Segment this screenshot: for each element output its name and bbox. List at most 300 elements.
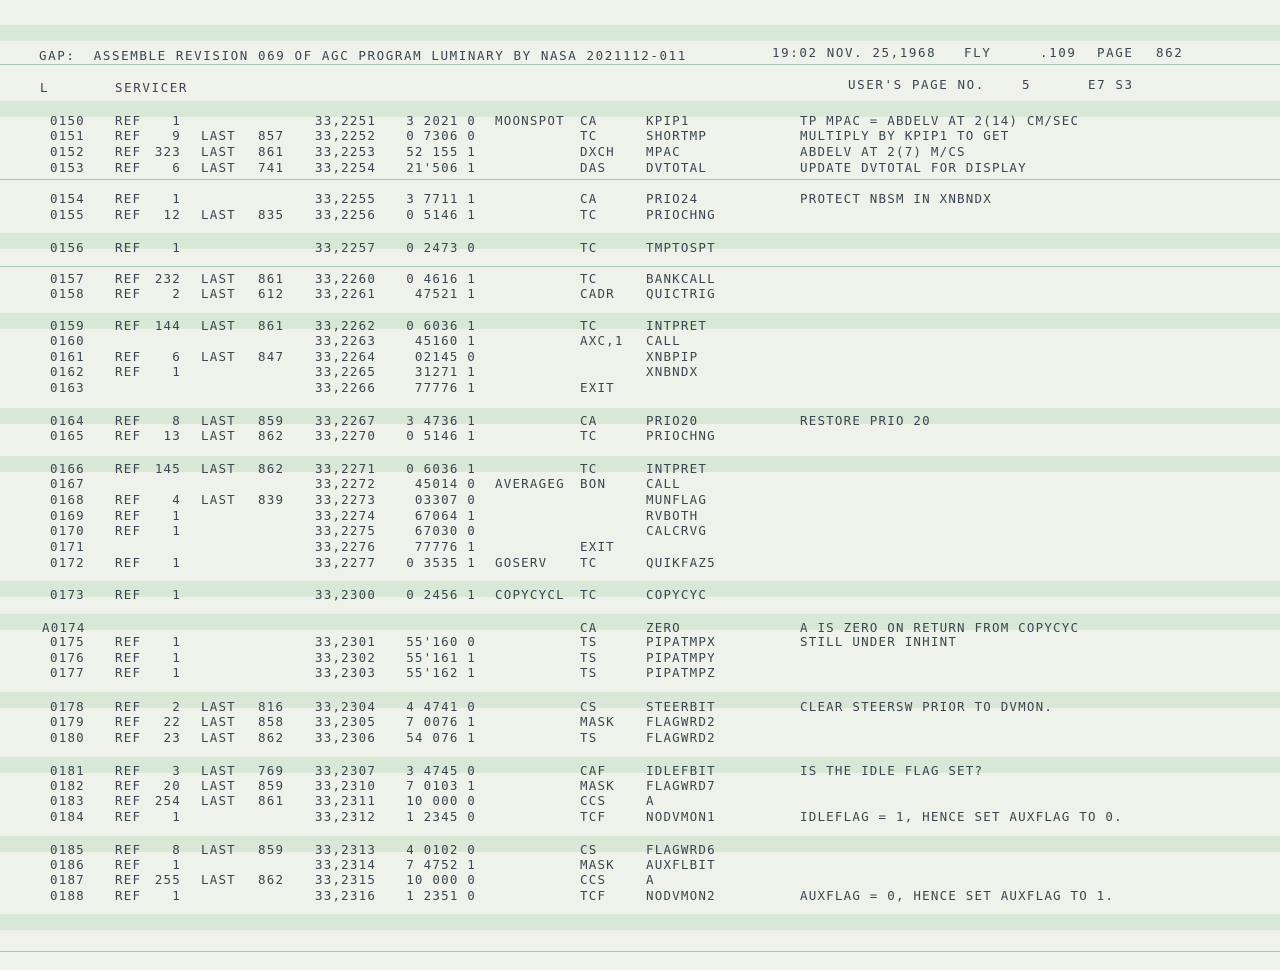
line-number: 0164 xyxy=(50,413,85,428)
address: 33,2312 xyxy=(315,809,377,824)
last-page: 741 xyxy=(258,160,285,175)
last-page: 769 xyxy=(258,763,285,778)
ref-keyword: REF xyxy=(115,271,142,286)
last-page: 862 xyxy=(258,461,285,476)
last-keyword: LAST xyxy=(201,793,236,808)
operand: DVTOTAL xyxy=(646,160,708,175)
address: 33,2262 xyxy=(315,318,377,333)
octal-word: 3 7711 1 xyxy=(406,191,476,206)
octal-word: 7 4752 1 xyxy=(406,857,476,872)
octal-word: 3 4745 0 xyxy=(406,763,476,778)
paper-band xyxy=(0,313,1280,329)
octal-word: 0 3535 1 xyxy=(406,555,476,570)
ref-keyword: REF xyxy=(115,634,142,649)
opcode: CA xyxy=(580,413,598,428)
octal-word: 67064 1 xyxy=(414,508,476,523)
line-number: 0170 xyxy=(50,523,85,538)
operand: SHORTMP xyxy=(646,128,708,143)
octal-word: 4 0102 0 xyxy=(406,842,476,857)
octal-word: 1 2345 0 xyxy=(406,809,476,824)
ref-keyword: REF xyxy=(115,413,142,428)
address: 33,2306 xyxy=(315,730,377,745)
ref-count: 6 xyxy=(172,160,181,175)
paper-band xyxy=(0,836,1280,852)
last-page: 859 xyxy=(258,413,285,428)
last-keyword: LAST xyxy=(201,730,236,745)
line-number: 0156 xyxy=(50,240,85,255)
ref-keyword: REF xyxy=(115,286,142,301)
ref-keyword: REF xyxy=(115,461,142,476)
listing-header-code: E7 S3 xyxy=(1088,77,1134,92)
ref-count: 6 xyxy=(172,349,181,364)
ref-count: 1 xyxy=(172,665,181,680)
opcode: TC xyxy=(580,207,598,222)
opcode: TC xyxy=(580,128,598,143)
octal-word: 3 2021 0 xyxy=(406,113,476,128)
octal-word: 47521 1 xyxy=(414,286,476,301)
last-keyword: LAST xyxy=(201,160,236,175)
octal-word: 0 7306 0 xyxy=(406,128,476,143)
address: 33,2305 xyxy=(315,714,377,729)
ref-count: 1 xyxy=(172,364,181,379)
address: 33,2315 xyxy=(315,872,377,887)
last-page: 861 xyxy=(258,144,285,159)
last-keyword: LAST xyxy=(201,714,236,729)
ref-keyword: REF xyxy=(115,318,142,333)
line-number: 0151 xyxy=(50,128,85,143)
last-keyword: LAST xyxy=(201,699,236,714)
comment: ABDELV AT 2(7) M/CS xyxy=(800,144,966,159)
operand: IDLEFBIT xyxy=(646,763,716,778)
opcode: DAS xyxy=(580,160,607,175)
ref-keyword: REF xyxy=(115,857,142,872)
address: 33,2304 xyxy=(315,699,377,714)
last-keyword: LAST xyxy=(201,428,236,443)
octal-word: 3 4736 1 xyxy=(406,413,476,428)
ref-keyword: REF xyxy=(115,778,142,793)
opcode: TS xyxy=(580,730,598,745)
line-number: 0186 xyxy=(50,857,85,872)
line-number: 0173 xyxy=(50,587,85,602)
last-keyword: LAST xyxy=(201,318,236,333)
address: 33,2264 xyxy=(315,349,377,364)
opcode: TS xyxy=(580,634,598,649)
octal-word: 0 4616 1 xyxy=(406,271,476,286)
paper-band xyxy=(0,25,1280,41)
octal-word: 7 0103 1 xyxy=(406,778,476,793)
address: 33,2275 xyxy=(315,523,377,538)
opcode: CADR xyxy=(580,286,615,301)
opcode: TC xyxy=(580,461,598,476)
paper-band xyxy=(0,757,1280,773)
last-keyword: LAST xyxy=(201,144,236,159)
line-number: 0188 xyxy=(50,888,85,903)
line-number: 0167 xyxy=(50,476,85,491)
operand: QUICTRIG xyxy=(646,286,716,301)
octal-word: 54 076 1 xyxy=(406,730,476,745)
operand: BANKCALL xyxy=(646,271,716,286)
line-number: 0171 xyxy=(50,539,85,554)
octal-word: 31271 1 xyxy=(414,364,476,379)
last-keyword: LAST xyxy=(201,128,236,143)
code-label: AVERAGEG xyxy=(495,476,565,491)
opcode: MASK xyxy=(580,857,615,872)
opcode: CCS xyxy=(580,872,607,887)
address: 33,2252 xyxy=(315,128,377,143)
operand: A xyxy=(646,793,655,808)
ref-keyword: REF xyxy=(115,364,142,379)
octal-word: 10 000 0 xyxy=(406,872,476,887)
code-label: GOSERV xyxy=(495,555,548,570)
ref-count: 1 xyxy=(172,191,181,206)
opcode: BON xyxy=(580,476,607,491)
address: 33,2265 xyxy=(315,364,377,379)
comment: IDLEFLAG = 1, HENCE SET AUXFLAG TO 0. xyxy=(800,809,1123,824)
operand: A xyxy=(646,872,655,887)
operand: NODVMON2 xyxy=(646,888,716,903)
address: 33,2316 xyxy=(315,888,377,903)
last-keyword: LAST xyxy=(201,872,236,887)
paper-band xyxy=(0,614,1280,630)
line-number: 0177 xyxy=(50,665,85,680)
line-number: 0159 xyxy=(50,318,85,333)
operand: INTPRET xyxy=(646,318,708,333)
opcode: CA xyxy=(580,191,598,206)
ref-keyword: REF xyxy=(115,650,142,665)
ref-count: 22 xyxy=(163,714,181,729)
operand: KPIP1 xyxy=(646,113,690,128)
opcode: AXC,1 xyxy=(580,333,624,348)
operand: NODVMON1 xyxy=(646,809,716,824)
operand: PRIO20 xyxy=(646,413,699,428)
ref-keyword: REF xyxy=(115,809,142,824)
address: 33,2274 xyxy=(315,508,377,523)
paper-band xyxy=(0,456,1280,472)
comment: IS THE IDLE FLAG SET? xyxy=(800,763,984,778)
last-keyword: LAST xyxy=(201,492,236,507)
ref-keyword: REF xyxy=(115,240,142,255)
last-page: 861 xyxy=(258,318,285,333)
code-label: MOONSPOT xyxy=(495,113,565,128)
opcode: TC xyxy=(580,318,598,333)
opcode: EXIT xyxy=(580,380,615,395)
listing-header-page-number: 862 xyxy=(1156,45,1184,60)
line-number: 0176 xyxy=(50,650,85,665)
ref-count: 1 xyxy=(172,508,181,523)
last-page: 859 xyxy=(258,778,285,793)
octal-word: 0 2456 1 xyxy=(406,587,476,602)
opcode: TC xyxy=(580,555,598,570)
comment: A IS ZERO ON RETURN FROM COPYCYC xyxy=(800,620,1080,635)
line-number: 0178 xyxy=(50,699,85,714)
ref-keyword: REF xyxy=(115,587,142,602)
ref-count: 232 xyxy=(154,271,181,286)
line-number: 0155 xyxy=(50,207,85,222)
operand: PIPATMPZ xyxy=(646,665,716,680)
operand: CALL xyxy=(646,333,681,348)
address: 33,2314 xyxy=(315,857,377,872)
line-number: 0161 xyxy=(50,349,85,364)
ref-count: 1 xyxy=(172,650,181,665)
operand: PIPATMPX xyxy=(646,634,716,649)
line-number: 0158 xyxy=(50,286,85,301)
ref-count: 1 xyxy=(172,634,181,649)
octal-word: 55'162 1 xyxy=(406,665,476,680)
octal-word: 45160 1 xyxy=(414,333,476,348)
line-number: 0184 xyxy=(50,809,85,824)
last-keyword: LAST xyxy=(201,461,236,476)
operand: PRIOCHNG xyxy=(646,428,716,443)
paper-rule xyxy=(0,179,1280,180)
last-page: 859 xyxy=(258,842,285,857)
opcode: TC xyxy=(580,587,598,602)
paper-band xyxy=(0,914,1280,930)
line-number: 0166 xyxy=(50,461,85,476)
operand: FLAGWRD6 xyxy=(646,842,716,857)
paper-band xyxy=(0,692,1280,708)
paper-band xyxy=(0,101,1280,117)
comment: TP MPAC = ABDELV AT 2(14) CM/SEC xyxy=(800,113,1080,128)
last-keyword: LAST xyxy=(201,413,236,428)
address: 33,2271 xyxy=(315,461,377,476)
ref-keyword: REF xyxy=(115,113,142,128)
ref-count: 1 xyxy=(172,888,181,903)
line-number: 0181 xyxy=(50,763,85,778)
operand: XNBNDX xyxy=(646,364,699,379)
line-number: 0152 xyxy=(50,144,85,159)
octal-word: 0 6036 1 xyxy=(406,461,476,476)
opcode: CAF xyxy=(580,763,607,778)
users-page-label: USER'S PAGE NO. xyxy=(848,77,985,92)
address: 33,2303 xyxy=(315,665,377,680)
address: 33,2300 xyxy=(315,587,377,602)
comment: RESTORE PRIO 20 xyxy=(800,413,931,428)
opcode: EXIT xyxy=(580,539,615,554)
line-number: 0187 xyxy=(50,872,85,887)
ref-count: 144 xyxy=(154,318,181,333)
last-page: 862 xyxy=(258,730,285,745)
ref-count: 1 xyxy=(172,113,181,128)
opcode: TC xyxy=(580,428,598,443)
operand: RVBOTH xyxy=(646,508,699,523)
address: 33,2311 xyxy=(315,793,377,808)
ref-keyword: REF xyxy=(115,763,142,778)
opcode: TC xyxy=(580,271,598,286)
opcode: TCF xyxy=(580,809,607,824)
address: 33,2301 xyxy=(315,634,377,649)
opcode: DXCH xyxy=(580,144,615,159)
opcode: CS xyxy=(580,699,598,714)
ref-count: 254 xyxy=(154,793,181,808)
last-page: 835 xyxy=(258,207,285,222)
paper-rule xyxy=(0,951,1280,952)
line-number: 0150 xyxy=(50,113,85,128)
last-page: 861 xyxy=(258,793,285,808)
octal-word: 0 5146 1 xyxy=(406,428,476,443)
address: 33,2253 xyxy=(315,144,377,159)
listing-header-page-label: PAGE xyxy=(1097,45,1134,60)
comment: CLEAR STEERSW PRIOR TO DVMON. xyxy=(800,699,1054,714)
ref-keyword: REF xyxy=(115,665,142,680)
ref-count: 1 xyxy=(172,857,181,872)
operand: PRIOCHNG xyxy=(646,207,716,222)
last-keyword: LAST xyxy=(201,763,236,778)
ref-count: 23 xyxy=(163,730,181,745)
operand: FLAGWRD7 xyxy=(646,778,716,793)
ref-keyword: REF xyxy=(115,842,142,857)
listing-header-fly: FLY xyxy=(964,45,992,60)
ref-count: 323 xyxy=(154,144,181,159)
last-keyword: LAST xyxy=(201,842,236,857)
last-page: 612 xyxy=(258,286,285,301)
octal-word: 55'161 1 xyxy=(406,650,476,665)
address: 33,2277 xyxy=(315,555,377,570)
line-number: 0179 xyxy=(50,714,85,729)
operand: PIPATMPY xyxy=(646,650,716,665)
line-number: 0157 xyxy=(50,271,85,286)
line-number: 0175 xyxy=(50,634,85,649)
ref-keyword: REF xyxy=(115,207,142,222)
ref-count: 2 xyxy=(172,699,181,714)
line-number: 0154 xyxy=(50,191,85,206)
line-number: 0183 xyxy=(50,793,85,808)
ref-count: 4 xyxy=(172,492,181,507)
last-keyword: LAST xyxy=(201,286,236,301)
address: 33,2302 xyxy=(315,650,377,665)
operand: MPAC xyxy=(646,144,681,159)
operand: AUXFLBIT xyxy=(646,857,716,872)
address: 33,2251 xyxy=(315,113,377,128)
last-keyword: LAST xyxy=(201,207,236,222)
last-page: 862 xyxy=(258,428,285,443)
comment: PROTECT NBSM IN XNBNDX xyxy=(800,191,992,206)
last-page: 857 xyxy=(258,128,285,143)
opcode: TCF xyxy=(580,888,607,903)
comment: STILL UNDER INHINT xyxy=(800,634,958,649)
octal-word: 55'160 0 xyxy=(406,634,476,649)
paper-band xyxy=(0,408,1280,424)
opcode: CS xyxy=(580,842,598,857)
address: 33,2270 xyxy=(315,428,377,443)
ref-keyword: REF xyxy=(115,523,142,538)
ref-keyword: REF xyxy=(115,492,142,507)
address: 33,2254 xyxy=(315,160,377,175)
ref-count: 1 xyxy=(172,587,181,602)
comment: MULTIPLY BY KPIP1 TO GET xyxy=(800,128,1010,143)
ref-keyword: REF xyxy=(115,191,142,206)
ref-count: 12 xyxy=(163,207,181,222)
address: 33,2272 xyxy=(315,476,377,491)
last-keyword: LAST xyxy=(201,778,236,793)
octal-word: 0 5146 1 xyxy=(406,207,476,222)
opcode: TS xyxy=(580,650,598,665)
listing-header-timestamp: 19:02 NOV. 25,1968 xyxy=(772,45,937,60)
ref-keyword: REF xyxy=(115,508,142,523)
line-number: 0180 xyxy=(50,730,85,745)
octal-word: 77776 1 xyxy=(414,380,476,395)
ref-keyword: REF xyxy=(115,160,142,175)
address: 33,2256 xyxy=(315,207,377,222)
comment: UPDATE DVTOTAL FOR DISPLAY xyxy=(800,160,1027,175)
octal-word: 21'506 1 xyxy=(406,160,476,175)
octal-word: 4 4741 0 xyxy=(406,699,476,714)
operand: FLAGWRD2 xyxy=(646,730,716,745)
ref-count: 1 xyxy=(172,555,181,570)
operand: FLAGWRD2 xyxy=(646,714,716,729)
operand: STEERBIT xyxy=(646,699,716,714)
code-label: COPYCYCL xyxy=(495,587,565,602)
address: 33,2307 xyxy=(315,763,377,778)
last-keyword: LAST xyxy=(201,271,236,286)
address: 33,2310 xyxy=(315,778,377,793)
line-number: A0174 xyxy=(42,620,86,635)
opcode: TC xyxy=(580,240,598,255)
paper-rule xyxy=(0,266,1280,267)
octal-word: 0 6036 1 xyxy=(406,318,476,333)
address: 33,2313 xyxy=(315,842,377,857)
line-number: 0165 xyxy=(50,428,85,443)
opcode: MASK xyxy=(580,714,615,729)
last-page: 862 xyxy=(258,872,285,887)
last-page: 839 xyxy=(258,492,285,507)
ref-count: 1 xyxy=(172,809,181,824)
ref-keyword: REF xyxy=(115,714,142,729)
ref-count: 2 xyxy=(172,286,181,301)
line-number: 0182 xyxy=(50,778,85,793)
last-keyword: LAST xyxy=(201,349,236,364)
address: 33,2257 xyxy=(315,240,377,255)
ref-keyword: REF xyxy=(115,730,142,745)
line-number: 0153 xyxy=(50,160,85,175)
operand: INTPRET xyxy=(646,461,708,476)
ref-count: 8 xyxy=(172,842,181,857)
last-page: 861 xyxy=(258,271,285,286)
octal-word: 1 2351 0 xyxy=(406,888,476,903)
ref-keyword: REF xyxy=(115,428,142,443)
address: 33,2263 xyxy=(315,333,377,348)
address: 33,2266 xyxy=(315,380,377,395)
ref-keyword: REF xyxy=(115,888,142,903)
address: 33,2273 xyxy=(315,492,377,507)
octal-word: 67030 0 xyxy=(414,523,476,538)
ref-count: 20 xyxy=(163,778,181,793)
operand: CALCRVG xyxy=(646,523,708,538)
line-number: 0163 xyxy=(50,380,85,395)
ref-count: 8 xyxy=(172,413,181,428)
line-number: 0162 xyxy=(50,364,85,379)
opcode: CA xyxy=(580,113,598,128)
ref-keyword: REF xyxy=(115,699,142,714)
octal-word: 77776 1 xyxy=(414,539,476,554)
ref-keyword: REF xyxy=(115,872,142,887)
last-page: 847 xyxy=(258,349,285,364)
last-page: 816 xyxy=(258,699,285,714)
line-number: 0168 xyxy=(50,492,85,507)
operand: ZERO xyxy=(646,620,681,635)
ref-count: 1 xyxy=(172,523,181,538)
operand: COPYCYC xyxy=(646,587,708,602)
users-page-number: 5 xyxy=(1022,77,1032,92)
octal-word: 03307 0 xyxy=(414,492,476,507)
listing-header-number: .109 xyxy=(1040,45,1077,60)
line-number: 0172 xyxy=(50,555,85,570)
comment: AUXFLAG = 0, HENCE SET AUXFLAG TO 1. xyxy=(800,888,1115,903)
line-number: 0169 xyxy=(50,508,85,523)
ref-count: 255 xyxy=(154,872,181,887)
address: 33,2255 xyxy=(315,191,377,206)
octal-word: 45014 0 xyxy=(414,476,476,491)
operand: CALL xyxy=(646,476,681,491)
